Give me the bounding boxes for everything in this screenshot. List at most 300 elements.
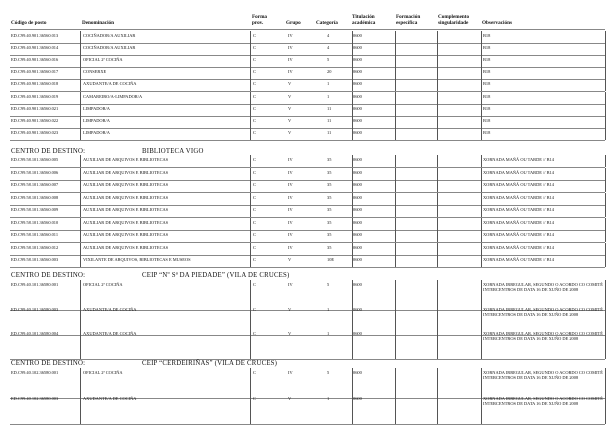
column-divider bbox=[250, 155, 251, 167]
header-denominacion: Denominación bbox=[82, 20, 114, 26]
column-divider bbox=[437, 155, 438, 167]
cell-tit: 0600 bbox=[353, 257, 362, 262]
column-divider bbox=[481, 43, 482, 55]
row-rule bbox=[10, 140, 605, 141]
cell-grupo: V bbox=[288, 117, 292, 123]
cell-name: COCIÑADOR/A AUXILIAR bbox=[83, 33, 136, 38]
table-row bbox=[0, 67, 615, 79]
cell-grupo: IV bbox=[288, 232, 293, 237]
cell-forma: C bbox=[253, 81, 256, 87]
table-row bbox=[0, 116, 615, 128]
cell-tit: 0600 bbox=[353, 396, 362, 401]
column-divider bbox=[80, 128, 81, 140]
center-name: BIBLIOTECA VIGO bbox=[142, 148, 204, 155]
cell-tit: 0600 bbox=[353, 81, 362, 87]
cell-code: ED.C99.58.101.36560.006 bbox=[11, 169, 59, 175]
cell-forma: C bbox=[253, 219, 256, 225]
table-row bbox=[0, 31, 615, 43]
column-divider bbox=[80, 218, 81, 230]
cell-cat: 35 bbox=[327, 194, 332, 200]
cell-cat: 5 bbox=[327, 370, 330, 375]
cell-cat: 35 bbox=[327, 232, 332, 237]
cell-grupo: V bbox=[288, 257, 292, 262]
cell-code: ED.C99.40.901.36560.023 bbox=[11, 129, 59, 135]
cell-obs: B18 bbox=[483, 57, 491, 63]
cell-tit: 0600 bbox=[353, 33, 362, 38]
column-divider bbox=[437, 31, 438, 43]
column-divider bbox=[250, 92, 251, 104]
cell-cat: 20 bbox=[327, 69, 332, 75]
cell-cat: 11 bbox=[327, 129, 332, 135]
cell-grupo: IV bbox=[288, 282, 293, 287]
table-row bbox=[0, 218, 615, 230]
cell-tit: 0600 bbox=[353, 129, 362, 135]
cell-name: AXUDANTE/A DE COCIÑA bbox=[83, 331, 137, 336]
cell-code: ED.C99.58.101.36560.011 bbox=[11, 232, 59, 237]
cell-cat: 35 bbox=[327, 207, 332, 212]
cell-code: ED.C99.40.901.36560.016 bbox=[11, 57, 59, 63]
cell-tit: 0600 bbox=[353, 207, 362, 212]
column-divider bbox=[250, 67, 251, 79]
header-forma-prov bbox=[252, 14, 267, 26]
cell-tit: 0600 bbox=[353, 370, 362, 375]
column-divider bbox=[481, 155, 482, 167]
column-divider bbox=[395, 79, 396, 91]
cell-name: AUXILIAR DE ARQUIVOS E BIBLIOTECAS bbox=[83, 219, 169, 225]
center-label: CENTRO DE DESTINO: bbox=[11, 360, 86, 367]
cell-forma: C bbox=[253, 69, 256, 75]
header-rule bbox=[10, 29, 605, 30]
cell-grupo: IV bbox=[288, 219, 293, 225]
cell-forma: C bbox=[253, 57, 256, 63]
column-divider bbox=[80, 43, 81, 55]
cell-code: ED.C99.40.102.36580.001 bbox=[11, 370, 59, 375]
column-divider bbox=[250, 43, 251, 55]
cell-name: AUXILIAR DE ARQUIVOS E BIBLIOTECAS bbox=[83, 194, 169, 200]
column-divider bbox=[250, 255, 251, 267]
center-heading-2 bbox=[11, 272, 290, 279]
column-divider bbox=[250, 55, 251, 67]
cell-obs: XORNADA MAÑÁ OU TARDE // B14 bbox=[483, 219, 554, 225]
column-divider bbox=[437, 168, 438, 180]
column-divider bbox=[437, 67, 438, 79]
header-titulacion bbox=[352, 14, 375, 26]
cell-grupo: V bbox=[288, 396, 292, 401]
column-divider bbox=[250, 218, 251, 230]
cell-name: AUXILIAR DE ARQUIVOS E BIBLIOTECAS bbox=[83, 157, 169, 162]
column-divider bbox=[481, 205, 482, 217]
cell-cat: 11 bbox=[327, 117, 332, 123]
cell-name: LIMPADOR/A bbox=[83, 117, 110, 123]
column-divider bbox=[395, 128, 396, 140]
column-divider bbox=[395, 205, 396, 217]
cell-grupo: IV bbox=[288, 207, 293, 212]
header-formacion-line1: Formación bbox=[396, 14, 421, 20]
cell-cat: 35 bbox=[327, 219, 332, 225]
table-row bbox=[0, 92, 615, 104]
cell-obs: XORNADA MAÑÁ OU TARDE // B14 bbox=[483, 232, 554, 237]
cell-name: COCIÑADOR/A AUXILIAR bbox=[83, 45, 136, 51]
column-divider bbox=[481, 116, 482, 128]
table-row bbox=[0, 394, 615, 424]
column-divider bbox=[437, 92, 438, 104]
table-row bbox=[0, 55, 615, 67]
cell-obs: XORNADA MAÑÁ OU TARDE // B14 bbox=[483, 194, 554, 200]
cell-name: AUXILIAR DE ARQUIVOS E BIBLIOTECAS bbox=[83, 169, 169, 175]
cell-cat: 35 bbox=[327, 169, 332, 175]
cell-forma: C bbox=[253, 244, 256, 250]
column-divider bbox=[250, 394, 251, 424]
cell-tit: 0600 bbox=[353, 194, 362, 200]
column-divider bbox=[80, 104, 81, 116]
column-divider bbox=[481, 394, 482, 424]
cell-grupo: IV bbox=[288, 33, 293, 38]
cell-grupo: V bbox=[288, 105, 292, 111]
column-divider bbox=[80, 193, 81, 205]
cell-forma: C bbox=[253, 331, 256, 336]
column-divider bbox=[395, 394, 396, 424]
cell-cat: 10E bbox=[327, 257, 335, 262]
cell-grupo: IV bbox=[288, 169, 293, 175]
cell-code: ED.C99.58.101.36560.005 bbox=[11, 157, 59, 162]
row-rule bbox=[10, 424, 605, 425]
cell-name: OFICIAL 2ª COCIÑA bbox=[83, 370, 123, 375]
table-row bbox=[0, 104, 615, 116]
column-divider bbox=[481, 193, 482, 205]
header-complemento bbox=[438, 14, 469, 26]
cell-grupo: IV bbox=[288, 182, 293, 187]
cell-forma: C bbox=[253, 370, 256, 375]
cell-forma: C bbox=[253, 232, 256, 237]
cell-cat: 11 bbox=[327, 105, 332, 111]
column-divider bbox=[437, 43, 438, 55]
cell-obs: XORNADA IRREGULAR, SEGUNDO O ACORDO CO COMITÉ INTERCENTROS DE DATA 16 DE XUÑO DE 2008 bbox=[483, 396, 603, 406]
column-divider bbox=[437, 394, 438, 424]
cell-forma: C bbox=[253, 396, 256, 401]
cell-obs: XORNADA IRREGULAR, SEGUNDO O ACORDO CO COMITÉ INTERCENTROS DE DATA 16 DE XUÑO DE 2008 bbox=[483, 370, 603, 380]
column-divider bbox=[481, 255, 482, 267]
cell-name: AUXILIAR DE ARQUIVOS E BIBLIOTECAS bbox=[83, 207, 169, 212]
cell-tit: 0600 bbox=[353, 306, 362, 312]
column-divider bbox=[437, 104, 438, 116]
cell-name: OFICIAL 2ª COCIÑA bbox=[83, 57, 123, 63]
column-divider bbox=[395, 155, 396, 167]
cell-code: ED.C99.58.101.36560.010 bbox=[11, 219, 59, 225]
column-divider bbox=[437, 230, 438, 242]
column-divider bbox=[481, 243, 482, 255]
cell-name: AUXILIAR DE ARQUIVOS E BIBLIOTECAS bbox=[83, 182, 169, 187]
table-row bbox=[0, 79, 615, 91]
cell-code: ED.C99.40.901.36560.013 bbox=[11, 33, 59, 38]
cell-code: ED.C99.40.901.36560.017 bbox=[11, 69, 59, 75]
column-divider bbox=[250, 128, 251, 140]
column-divider bbox=[481, 55, 482, 67]
center-heading-1 bbox=[11, 148, 204, 155]
column-divider bbox=[437, 180, 438, 192]
cell-obs: XORNADA MAÑÁ OU TARDE // B14 bbox=[483, 207, 554, 212]
cell-forma: C bbox=[253, 306, 256, 312]
center-name: CEIP “CERDEIRIÑAS” (VILA DE CRUCES) bbox=[142, 360, 278, 367]
column-divider bbox=[481, 104, 482, 116]
table-row bbox=[0, 43, 615, 55]
cell-tit: 0600 bbox=[353, 69, 362, 75]
column-divider bbox=[250, 205, 251, 217]
cell-code: ED.C99.40.901.36560.022 bbox=[11, 117, 59, 123]
cell-grupo: IV bbox=[288, 194, 293, 200]
cell-tit: 0600 bbox=[353, 219, 362, 225]
cell-code: ED.C99.40.101.36580.003 bbox=[11, 306, 59, 312]
column-divider bbox=[395, 116, 396, 128]
column-divider bbox=[481, 329, 482, 359]
cell-cat: 4 bbox=[327, 33, 330, 38]
column-divider bbox=[437, 55, 438, 67]
table-row bbox=[0, 243, 615, 255]
column-divider bbox=[395, 92, 396, 104]
column-divider bbox=[80, 205, 81, 217]
cell-forma: C bbox=[253, 257, 256, 262]
center-heading-3 bbox=[11, 360, 278, 367]
table-row bbox=[0, 180, 615, 192]
row-rule bbox=[10, 267, 605, 268]
cell-grupo: V bbox=[288, 81, 292, 87]
center-label: CENTRO DE DESTINO: bbox=[11, 272, 86, 279]
cell-grupo: IV bbox=[288, 370, 293, 375]
column-divider bbox=[481, 168, 482, 180]
cell-forma: C bbox=[253, 157, 256, 162]
cell-tit: 0600 bbox=[353, 117, 362, 123]
column-divider bbox=[250, 193, 251, 205]
cell-grupo: V bbox=[288, 129, 292, 135]
cell-cat: 1 bbox=[327, 93, 330, 99]
header-complemento-line1: Complemento bbox=[438, 14, 470, 20]
column-divider bbox=[80, 67, 81, 79]
column-divider bbox=[80, 168, 81, 180]
column-divider bbox=[395, 230, 396, 242]
cell-obs: B18 bbox=[483, 69, 491, 75]
table-row bbox=[0, 128, 615, 140]
column-divider bbox=[80, 243, 81, 255]
cell-name: OFICIAL 2ª COCIÑA bbox=[83, 282, 123, 287]
column-divider bbox=[395, 55, 396, 67]
column-divider bbox=[437, 79, 438, 91]
cell-code: ED.C99.40.101.36580.004 bbox=[11, 331, 59, 336]
cell-name: CAMAREIRO/A-LIMPADOR/A bbox=[83, 93, 143, 99]
column-divider bbox=[250, 168, 251, 180]
cell-grupo: IV bbox=[288, 244, 293, 250]
cell-obs: B18 bbox=[483, 81, 491, 87]
table-row bbox=[0, 329, 615, 359]
column-divider bbox=[395, 193, 396, 205]
column-divider bbox=[80, 55, 81, 67]
header-complemento-line2: singularidade bbox=[438, 20, 469, 26]
column-divider bbox=[481, 180, 482, 192]
cell-grupo: IV bbox=[288, 157, 293, 162]
column-divider bbox=[80, 329, 81, 359]
table-row bbox=[0, 255, 615, 267]
cell-name: AXUDANTE/A DE COCIÑA bbox=[83, 396, 137, 401]
cell-obs: B18 bbox=[483, 33, 491, 38]
column-divider bbox=[395, 31, 396, 43]
column-divider bbox=[395, 218, 396, 230]
cell-tit: 0600 bbox=[353, 244, 362, 250]
column-divider bbox=[437, 128, 438, 140]
cell-tit: 0600 bbox=[353, 45, 362, 51]
cell-grupo: V bbox=[288, 306, 292, 312]
cell-forma: C bbox=[253, 33, 256, 38]
cell-obs: XORNADA MAÑÁ OU TARDE // B14 bbox=[483, 182, 554, 187]
column-divider bbox=[395, 180, 396, 192]
cell-code: ED.C99.40.901.36560.018 bbox=[11, 81, 59, 87]
column-divider bbox=[80, 92, 81, 104]
cell-name: AUXILIAR DE ARQUIVOS E BIBLIOTECAS bbox=[83, 232, 169, 237]
table-row bbox=[0, 193, 615, 205]
cell-obs: XORNADA IRREGULAR, SEGUNDO O ACORDO CO COMITÉ INTERCENTROS DE DATA 16 DE XUÑO DE 2008 bbox=[483, 282, 603, 292]
cell-forma: C bbox=[253, 194, 256, 200]
column-divider bbox=[395, 104, 396, 116]
column-divider bbox=[80, 79, 81, 91]
cell-cat: 35 bbox=[327, 244, 332, 250]
column-divider bbox=[481, 79, 482, 91]
cell-cat: 1 bbox=[327, 306, 330, 312]
cell-name: CONSERXE bbox=[83, 69, 107, 75]
cell-obs: XORNADA MAÑÁ OU TARDE // B14 bbox=[483, 257, 554, 262]
column-divider bbox=[437, 218, 438, 230]
column-divider bbox=[437, 193, 438, 205]
column-divider bbox=[250, 116, 251, 128]
column-divider bbox=[80, 31, 81, 43]
header-forma-line1: Forma bbox=[252, 14, 267, 20]
cell-obs: B18 bbox=[483, 93, 491, 99]
column-divider bbox=[395, 43, 396, 55]
column-divider bbox=[250, 180, 251, 192]
cell-grupo: V bbox=[288, 93, 292, 99]
center-label: CENTRO DE DESTINO: bbox=[11, 148, 86, 155]
cell-code: ED.C99.58.101.36560.012 bbox=[11, 244, 59, 250]
cell-obs: B18 bbox=[483, 129, 491, 135]
column-divider bbox=[437, 205, 438, 217]
center-name: CEIP “Nº Sª DA PIEDADE” (VILA DE CRUCES) bbox=[142, 272, 290, 279]
cell-forma: C bbox=[253, 45, 256, 51]
column-divider bbox=[250, 230, 251, 242]
cell-name: LIMPADOR/A bbox=[83, 129, 110, 135]
header-categoria: Categoría bbox=[316, 20, 338, 26]
cell-tit: 0600 bbox=[353, 232, 362, 237]
cell-tit: 0600 bbox=[353, 182, 362, 187]
cell-tit: 0600 bbox=[353, 93, 362, 99]
cell-name: AXUDANTE/A DE COCIÑA bbox=[83, 306, 137, 312]
header-formacion bbox=[396, 14, 420, 26]
column-divider bbox=[80, 255, 81, 267]
cell-cat: 1 bbox=[327, 331, 330, 336]
column-divider bbox=[80, 394, 81, 424]
table-row bbox=[0, 155, 615, 167]
column-divider bbox=[481, 230, 482, 242]
header-codigo: Código de posto bbox=[11, 20, 47, 26]
cell-tit: 0600 bbox=[353, 157, 362, 162]
header-formacion-line2: específica bbox=[396, 20, 418, 26]
column-divider bbox=[250, 79, 251, 91]
cell-cat: 1 bbox=[327, 81, 330, 87]
cell-obs: XORNADA IRREGULAR, SEGUNDO O ACORDO CO COMITÉ INTERCENTROS DE DATA 16 DE XUÑO DE 2008 bbox=[483, 306, 603, 317]
column-divider bbox=[481, 92, 482, 104]
cell-forma: C bbox=[253, 169, 256, 175]
column-divider bbox=[80, 116, 81, 128]
cell-grupo: IV bbox=[288, 45, 293, 51]
cell-obs: B18 bbox=[483, 105, 491, 111]
header-forma-line2: prov. bbox=[252, 20, 264, 26]
table-row bbox=[0, 168, 615, 180]
header-grupo: Grupo bbox=[286, 20, 301, 26]
column-divider bbox=[481, 218, 482, 230]
cell-tit: 0600 bbox=[353, 331, 362, 336]
cell-cat: 35 bbox=[327, 182, 332, 187]
column-divider bbox=[395, 329, 396, 359]
cell-forma: C bbox=[253, 129, 256, 135]
cell-tit: 0600 bbox=[353, 57, 362, 63]
column-divider bbox=[395, 168, 396, 180]
cell-forma: C bbox=[253, 207, 256, 212]
cell-obs: XORNADA IRREGULAR, SEGUNDO O ACORDO CO COMITÉ INTERCENTROS DE DATA 16 DE XUÑO DE 2008 bbox=[483, 331, 603, 341]
cell-code: ED.C99.40.901.36560.021 bbox=[11, 105, 59, 111]
column-divider bbox=[481, 67, 482, 79]
cell-cat: 5 bbox=[327, 57, 330, 63]
column-divider bbox=[250, 31, 251, 43]
cell-name: AUXILIAR DE ARQUIVOS E BIBLIOTECAS bbox=[83, 244, 169, 250]
cell-obs: XORNADA MAÑÁ OU TARDE // B14 bbox=[483, 169, 554, 175]
cell-code: ED.C99.40.901.36560.019 bbox=[11, 93, 59, 99]
column-divider bbox=[437, 116, 438, 128]
table-row bbox=[0, 205, 615, 217]
cell-code: ED.C99.40.901.36560.014 bbox=[11, 45, 59, 51]
header-observaciones: Observacións bbox=[482, 20, 512, 26]
cell-code: ED.C99.58.101.36560.007 bbox=[11, 182, 59, 187]
cell-code: ED.C99.40.102.36580.003 bbox=[11, 396, 59, 401]
column-divider bbox=[437, 255, 438, 267]
cell-cat: 4 bbox=[327, 45, 330, 51]
column-divider bbox=[80, 180, 81, 192]
cell-grupo: IV bbox=[288, 57, 293, 63]
cell-name: AXUDANTE/A DE COCIÑA bbox=[83, 81, 137, 87]
cell-forma: C bbox=[253, 182, 256, 187]
cell-name: VIXILANTE DE ARQUIVOS, BIBLIOTECAS E MUSEOS bbox=[83, 257, 191, 262]
cell-forma: C bbox=[253, 105, 256, 111]
cell-grupo: IV bbox=[288, 69, 293, 75]
table-row bbox=[0, 230, 615, 242]
cell-code: ED.C99.58.101.36560.003 bbox=[11, 257, 59, 262]
column-divider bbox=[80, 230, 81, 242]
column-divider bbox=[250, 104, 251, 116]
cell-code: ED.C99.58.101.36560.008 bbox=[11, 194, 59, 200]
column-divider bbox=[481, 31, 482, 43]
cell-tit: 0600 bbox=[353, 105, 362, 111]
cell-tit: 0600 bbox=[353, 282, 362, 287]
cell-tit: 0600 bbox=[353, 169, 362, 175]
cell-obs: XORNADA MAÑÁ OU TARDE // B14 bbox=[483, 157, 554, 162]
column-divider bbox=[250, 243, 251, 255]
cell-obs: XORNADA MAÑÁ OU TARDE // B14 bbox=[483, 244, 554, 250]
cell-obs: B18 bbox=[483, 117, 491, 123]
column-divider bbox=[395, 255, 396, 267]
column-divider bbox=[481, 128, 482, 140]
cell-cat: 35 bbox=[327, 157, 332, 162]
column-divider bbox=[250, 329, 251, 359]
cell-cat: 5 bbox=[327, 282, 330, 287]
header-titulacion-line1: Titulación bbox=[352, 14, 375, 20]
cell-forma: C bbox=[253, 93, 256, 99]
cell-name: LIMPADOR/A bbox=[83, 105, 110, 111]
row-rule bbox=[10, 359, 605, 360]
cell-code: ED.C99.40.101.36580.001 bbox=[11, 282, 59, 287]
